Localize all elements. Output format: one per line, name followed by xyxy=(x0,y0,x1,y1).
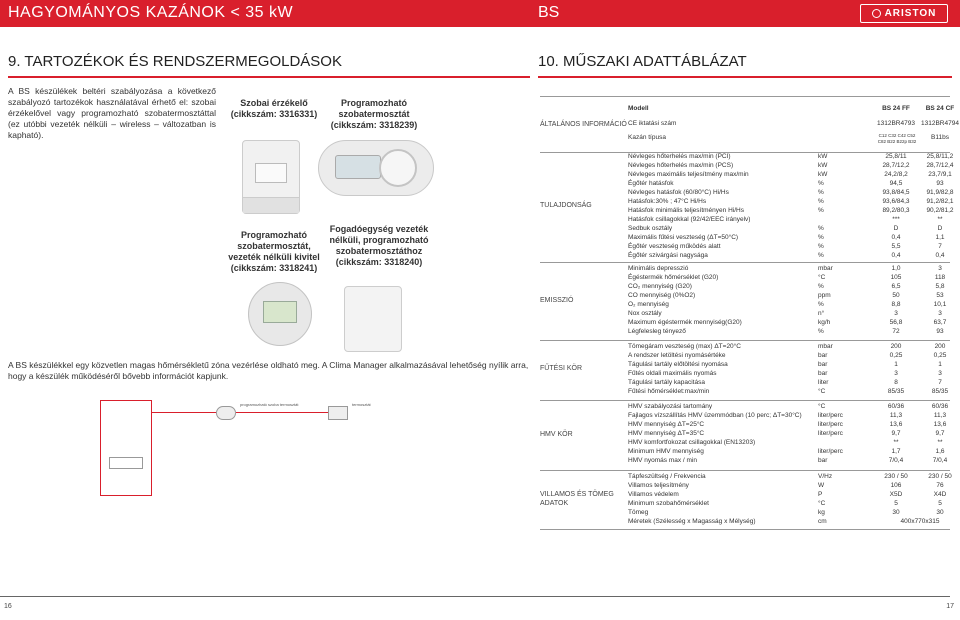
table-row: Égőtér veszteség működés alatt % 5,5 7 xyxy=(628,243,942,250)
table-row: Minimum HMV mennyiség liter/perc 1,7 1,6 xyxy=(628,448,945,455)
diagram-label-thermostat: termosztát xyxy=(352,402,371,407)
table-row: Maximum égéstermék mennyiség(G20) kg/h 56,8 63,7 xyxy=(628,319,947,326)
table-row: CO mennyiség (0%O2) ppm 50 53 xyxy=(628,292,944,299)
table-row: Hatásfok:30% ; 47°C Hi/Hs % 93,6/84,3 91,2/82,1 xyxy=(628,198,954,205)
table-row: HMV szabályozási tartomány °C 60/36 60/36 xyxy=(628,403,949,410)
table-row: CE iktatási szám 1312BR4793 1312BR4794 xyxy=(628,120,959,127)
table-row: Tömeg kg 30 30 xyxy=(628,509,944,516)
table-row: Légfelesleg tényező % 72 93 xyxy=(628,328,944,335)
group-label-general: ÁLTALÁNOS INFORMÁCIÓ xyxy=(540,121,627,128)
table-row: Sedbuk osztály % D D xyxy=(628,225,943,232)
group-label-electrical: VILLAMOS ÉS TÖMEG ADATOK xyxy=(540,491,614,507)
table-row: Égőtér szivárgási nagysága % 0,4 0,4 xyxy=(628,252,945,259)
header-right-title: BS xyxy=(538,4,560,21)
group-label-heating: FŰTÉSI KÖR xyxy=(540,365,583,372)
table-row: Villamos védelem P X5D X4D xyxy=(628,491,947,498)
group-label-dhw: HMV KÖR xyxy=(540,431,573,438)
table-row: Maximális fűtési veszteség (ΔT=50°C) % 0,4 1,1 xyxy=(628,234,945,241)
table-row: O₂ mennyiség % 8,8 10,1 xyxy=(628,301,947,308)
table-row: Modell BS 24 FF BS 24 CF xyxy=(628,105,955,112)
group-label-emission: EMISSZIÓ xyxy=(540,297,574,304)
table-row: Égőtér hatásfok % 94,5 93 xyxy=(628,180,944,187)
page-number-left: 16 xyxy=(4,603,12,610)
room-sensor-image xyxy=(242,140,300,214)
table-row: Villamos teljesítmény W 106 76 xyxy=(628,482,944,489)
logo-mark-icon xyxy=(872,9,881,18)
section-divider-right xyxy=(538,76,952,78)
table-row: HMV mennyiség ΔT=35°C liter/perc 9,7 9,7 xyxy=(628,430,945,437)
table-row: Tömegáram veszteség (max) ΔT=20°C mbar 200 200 xyxy=(628,343,946,350)
table-row: Fűtés oldali maximális nyomás bar 3 3 xyxy=(628,370,942,377)
programmable-thermostat-image xyxy=(318,140,434,196)
boiler-drawing xyxy=(100,400,152,496)
logo-text: ARISTON xyxy=(884,8,937,19)
table-row: CO₂ mennyiség (G20) % 6,5 5,8 xyxy=(628,283,945,290)
table-row: Hatásfok minimális teljesítményen Hi/Hs % 89,2/80,3 90,2/81,2 xyxy=(628,207,954,214)
table-row: Névleges hatásfok (60/80°C) Hi/Hs % 93,8/84,5 91,9/82,8 xyxy=(628,189,954,196)
page-number-right: 17 xyxy=(946,603,954,610)
programmer-drawing xyxy=(216,406,236,420)
product-label-room-sensor: Szobai érzékelő (cikkszám: 3316331) xyxy=(230,98,318,119)
table-row: Tágulási tartály kapacitása liter 8 7 xyxy=(628,379,942,386)
table-row: Minimum szobahőmérséklet °C 5 5 xyxy=(628,500,942,507)
group-label-properties: TULAJDONSÁG xyxy=(540,202,592,209)
table-row: A rendszer letöltési nyomásértéke bar 0,25 0,25 xyxy=(628,352,947,359)
product-label-programmable-thermostat: Programozható szobatermosztát (cikkszám: 3318239) xyxy=(330,98,418,130)
clima-manager-paragraph: A BS készülékkel egy közvetlen magas hőmérsékletű zóna vezérlése oldható meg. A Clima Manager alkalmazásával lehetőség nyílik arra, hogy a készülék működéséről bővebb információt kapjunk. xyxy=(8,360,529,381)
table-row: HMV komfortfokozat csillagokkal (EN13203) ** ** xyxy=(628,439,943,446)
receiver-unit-image xyxy=(344,286,402,352)
thermostat-drawing xyxy=(328,406,348,420)
product-label-wireless-thermostat: Programozható szobatermosztát, vezeték nélküli kivitel (cikkszám: 3318241) xyxy=(228,230,320,273)
product-label-receiver-unit: Fogadóegység vezeték nélküli, programozható szobatermosztáthoz (cikkszám: 3318240) xyxy=(329,224,429,267)
section-divider-left xyxy=(8,76,530,78)
table-row: Nox osztály n° 3 3 xyxy=(628,310,942,317)
table-row: Égéstermék hőmérséklet (G20) °C 105 118 xyxy=(628,274,946,281)
table-row: HMV nyomás max / min bar 7/0,4 7/0,4 xyxy=(628,457,948,464)
table-row: Méretek (Szélesség x Magasság x Mélység) cm 400x770x315 xyxy=(628,518,940,525)
header-bar xyxy=(0,0,960,27)
ariston-logo xyxy=(860,4,948,23)
system-diagram xyxy=(100,400,420,496)
intro-paragraph: A BS készülékek beltéri szabályozása a következő szabályozó tartozékok használatával érhető el: szobai érzékelővel vagy programozható szobatermosztáttal (ez utóbbi vezeték nélküli – wireless – változatban is kapható). xyxy=(8,86,216,140)
wireless-thermostat-image xyxy=(248,282,312,346)
section-title-accessories: 9. TARTOZÉKOK ÉS RENDSZERMEGOLDÁSOK xyxy=(8,53,342,70)
table-row: Tágulási tartály előtöltési nyomása bar 1 1 xyxy=(628,361,942,368)
table-row: HMV mennyiség ΔT=25°C liter/perc 13,6 13,6 xyxy=(628,421,947,428)
table-row: Hatásfok csillagokkal (92/42/EEC irányelv) *** ** xyxy=(628,216,943,223)
table-row: Minimális depresszió mbar 1,0 3 xyxy=(628,265,942,272)
table-row: Névleges hőterhelés max/min (PCS) kW 28,7/12,2 28,7/12,4 xyxy=(628,162,954,169)
footer-rule xyxy=(0,596,950,597)
table-row: Fajlagos vízszállítás HMV üzemmódban (10 perc; ΔT=30°C) liter/perc 11,3 11,3 xyxy=(628,412,947,419)
table-row: Kazán típusa C12 C32 C42 C52 C82 B22 B22p B32 B11bs xyxy=(628,133,949,144)
table-row: Fűtési hőmérséklet:max/min °C 85/35 85/35 xyxy=(628,388,949,395)
header-left-title: HAGYOMÁNYOS KAZÁNOK < 35 kW xyxy=(8,4,294,21)
table-row: Névleges hőterhelés max/min (PCI) kW 25,8/11 25,8/11,2 xyxy=(628,153,954,160)
diagram-label-programmer: programozható szoba termosztát xyxy=(240,402,299,407)
table-row: Tápfeszültség / Frekvencia V/Hz 230 / 50 230 / 50 xyxy=(628,473,952,480)
section-title-specs: 10. MŰSZAKI ADATTÁBLÁZAT xyxy=(538,53,747,70)
table-row: Névleges maximális teljesítmény max/min kW 24,2/8,2 23,7/9,1 xyxy=(628,171,952,178)
